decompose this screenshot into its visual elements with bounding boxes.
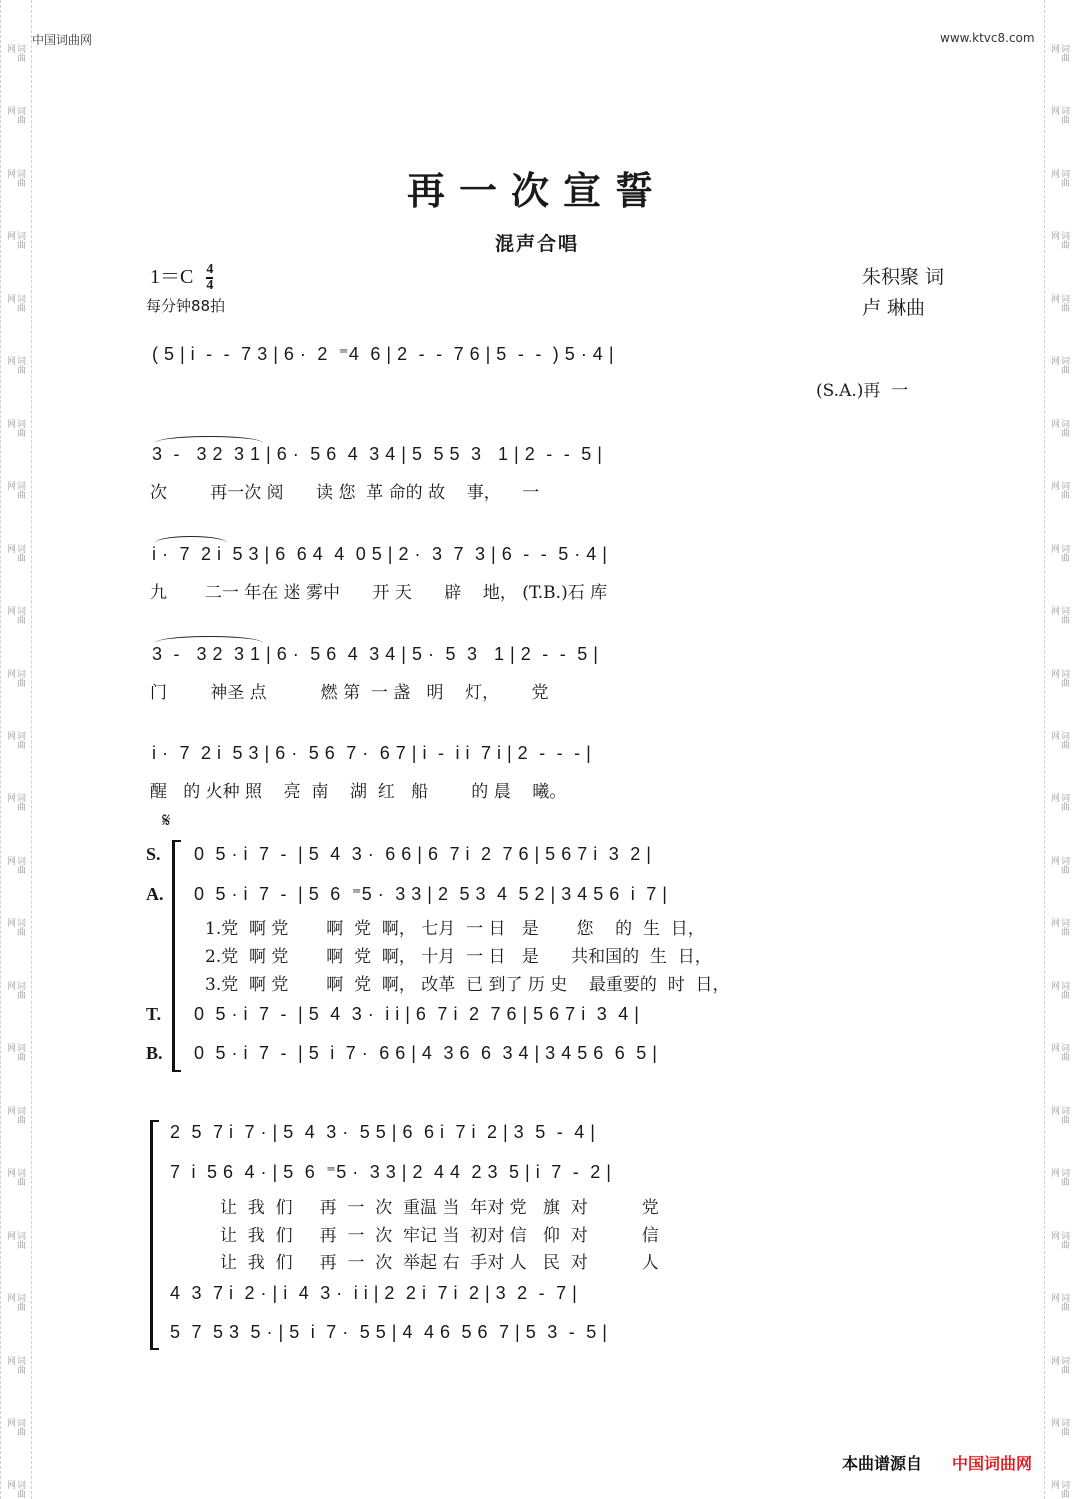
alto-line-2: 7 i 5 6 4 · | 5 6 ⁼5 · 3 3 | 2 4 4 2 3 5 | i 7 - 2 |: [170, 1162, 612, 1182]
watermark-text: 词曲网: [5, 231, 25, 250]
watermark-text: 词曲网: [1049, 356, 1069, 375]
voice-label-soprano: S.: [146, 844, 161, 864]
lyric-line-1: (S.A.)再 一: [816, 381, 909, 401]
choir-lyric-1-verse-1: 1.党 啊 党 啊 党 啊， 七月 一 日 是 您 的 生 日，: [205, 919, 705, 939]
watermark-text: 词曲网: [1049, 1417, 1069, 1436]
watermark-text: 词曲网: [5, 1043, 25, 1062]
system-brace: [172, 840, 181, 1072]
watermark-text: 词曲网: [5, 1230, 25, 1249]
watermark-text: 词曲网: [1049, 168, 1069, 187]
watermark-text: 词曲网: [5, 106, 25, 125]
watermark-text: 词曲网: [1049, 1355, 1069, 1374]
watermark-text: 词曲网: [1049, 293, 1069, 312]
watermark-text: 词曲网: [1049, 1168, 1069, 1187]
melody-line-3: i · 7 2 i 5 3 | 6 6 4 4 0 5 | 2 · 3 7 3 | 6 - - 5 · 4 |: [152, 544, 608, 564]
footer-source-label: 本曲谱源自: [842, 1454, 923, 1473]
watermark-text: 词曲网: [1049, 855, 1069, 874]
time-signature-bottom: 4: [206, 278, 214, 294]
time-signature-top: 4: [206, 262, 214, 278]
tempo-marking: 每分钟88拍: [146, 297, 226, 315]
watermark-text: 词曲网: [1049, 730, 1069, 749]
bass-line-1: 0 5 · i 7 - | 5 i 7 · 6 6 | 4 3 6 6 3 4 | 3 4 5 6 6 5 |: [194, 1043, 658, 1063]
choir-lyric-1-verse-3: 3.党 啊 党 啊 党 啊， 改革 已 到了 历 史 最重要的 时 日，: [205, 975, 730, 995]
time-signature: [206, 263, 213, 293]
lyric-line-4: 门 神圣 点 燃 第 一 盏 明 灯， 党: [150, 683, 549, 703]
soprano-line-2: 2 5 7 i 7 · | 5 4 3 · 5 5 | 6 6 i 7 i 2 | 3 5 - 4 |: [170, 1122, 596, 1142]
watermark-text: 词曲网: [5, 1355, 25, 1374]
voice-label-tenor: T.: [146, 1004, 162, 1024]
voice-label-alto: A.: [146, 884, 164, 904]
header-site-right: www.ktvc8.com: [940, 31, 1035, 45]
lyric-line-2: 次 再一次 阅 读 您 革 命的 故 事， 一: [150, 483, 540, 503]
header-site-left: 中国词曲网: [32, 33, 93, 47]
watermark-text: 词曲网: [1049, 231, 1069, 250]
watermark-text: 词曲网: [5, 356, 25, 375]
tenor-line-1: 0 5 · i 7 - | 5 4 3 · i i | 6 7 i 2 7 6 | 5 6 7 i 3 4 |: [194, 1004, 640, 1024]
melody-line-5: i · 7 2 i 5 3 | 6 · 5 6 7 · 6 7 | i - i i 7 i | 2 - - - |: [152, 743, 592, 763]
watermark-text: 词曲网: [1049, 543, 1069, 562]
voice-label-bass: B.: [146, 1043, 163, 1063]
watermark-text: 词曲网: [5, 543, 25, 562]
tenor-line-2: 4 3 7 i 2 · | i 4 3 · i i | 2 2 i 7 i 2 | 3 2 - 7 |: [170, 1283, 578, 1303]
watermark-text: 词曲网: [1049, 418, 1069, 437]
song-subtitle: 混声合唱: [494, 233, 579, 255]
lyric-line-5: 醒 的 火种 照 亮 南 湖 红 船 的 晨 曦。: [150, 782, 567, 802]
lyricist-credit: 朱积聚 词: [862, 266, 945, 288]
system-brace: [150, 1120, 159, 1350]
watermark-text: 词曲网: [5, 44, 25, 62]
watermark-text: 词曲网: [5, 730, 25, 749]
segno-sign: 𝄋: [162, 808, 171, 832]
watermark-text: 词曲网: [5, 418, 25, 437]
slur: [155, 536, 227, 543]
watermark-text: 词曲网: [5, 668, 25, 687]
watermark-text: 词曲网: [5, 481, 25, 500]
choir-lyric-1-verse-2: 2.党 啊 党 啊 党 啊， 十月 一 日 是 共和国的 生 日，: [205, 947, 712, 967]
watermark-text: 词曲网: [1049, 918, 1069, 937]
watermark-text: 词曲网: [1049, 1480, 1069, 1499]
watermark-text: 词曲网: [5, 793, 25, 812]
watermark-text: 词曲网: [1049, 481, 1069, 500]
watermark-text: 词曲网: [5, 606, 25, 625]
watermark-text: 词曲网: [5, 1480, 25, 1499]
watermark-text: 词曲网: [1049, 1043, 1069, 1062]
right-watermark-column: [1044, 0, 1074, 1499]
slur: [155, 436, 263, 443]
watermark-text: 词曲网: [5, 855, 25, 874]
watermark-text: 词曲网: [5, 293, 25, 312]
choir-lyric-2-verse-1: 让 我 们 再 一 次 重温 当 年对 党 旗 对 党: [220, 1198, 659, 1218]
watermark-text: 词曲网: [5, 168, 25, 187]
watermark-text: 词曲网: [1049, 1293, 1069, 1312]
footer-source-site[interactable]: 中国词曲网: [952, 1454, 1033, 1473]
watermark-text: 词曲网: [1049, 44, 1069, 62]
watermark-text: 词曲网: [5, 1105, 25, 1124]
watermark-text: 词曲网: [5, 980, 25, 999]
composer-credit: 卢 琳曲: [862, 297, 926, 319]
watermark-text: 词曲网: [5, 1417, 25, 1436]
melody-line-1: ( 5 | i - - 7 3 | 6 · 2 ⁼4 6 | 2 - - 7 6 | 5 - - ) 5 · 4 |: [152, 344, 614, 364]
watermark-text: 词曲网: [5, 918, 25, 937]
bass-line-2: 5 7 5 3 5 · | 5 i 7 · 5 5 | 4 4 6 5 6 7 | 5 3 - 5 |: [170, 1322, 608, 1342]
watermark-text: 词曲网: [5, 1168, 25, 1187]
watermark-text: 词曲网: [1049, 606, 1069, 625]
melody-line-2: 3 - 3 2 3 1 | 6 · 5 6 4 3 4 | 5 5 5 3 1 | 2 - - 5 |: [152, 444, 603, 464]
choir-lyric-2-verse-3: 让 我 们 再 一 次 举起 右 手对 人 民 对 人: [220, 1253, 659, 1273]
key-signature: [150, 260, 213, 293]
choir-lyric-2-verse-2: 让 我 们 再 一 次 牢记 当 初对 信 仰 对 信: [220, 1226, 659, 1246]
watermark-text: 词曲网: [5, 1293, 25, 1312]
soprano-line-1: 0 5 · i 7 - | 5 4 3 · 6 6 | 6 7 i 2 7 6 | 5 6 7 i 3 2 |: [194, 844, 652, 864]
key-label: 1＝C: [150, 266, 194, 288]
melody-line-4: 3 - 3 2 3 1 | 6 · 5 6 4 3 4 | 5 · 5 3 1 | 2 - - 5 |: [152, 644, 599, 664]
slur: [155, 636, 263, 643]
watermark-text: 词曲网: [1049, 980, 1069, 999]
left-watermark-column: [0, 0, 30, 1499]
song-title: 再一次宣誓: [406, 168, 667, 213]
alto-line-1: 0 5 · i 7 - | 5 6 ⁼5 · 3 3 | 2 5 3 4 5 2 | 3 4 5 6 i 7 |: [194, 884, 668, 904]
watermark-text: 词曲网: [1049, 1230, 1069, 1249]
watermark-text: 词曲网: [1049, 1105, 1069, 1124]
watermark-text: 词曲网: [1049, 106, 1069, 125]
watermark-text: 词曲网: [1049, 793, 1069, 812]
lyric-line-3: 九 二一 年在 迷 雾中 开 天 辟 地， (T.B.)石 库: [150, 583, 608, 603]
watermark-text: 词曲网: [1049, 668, 1069, 687]
